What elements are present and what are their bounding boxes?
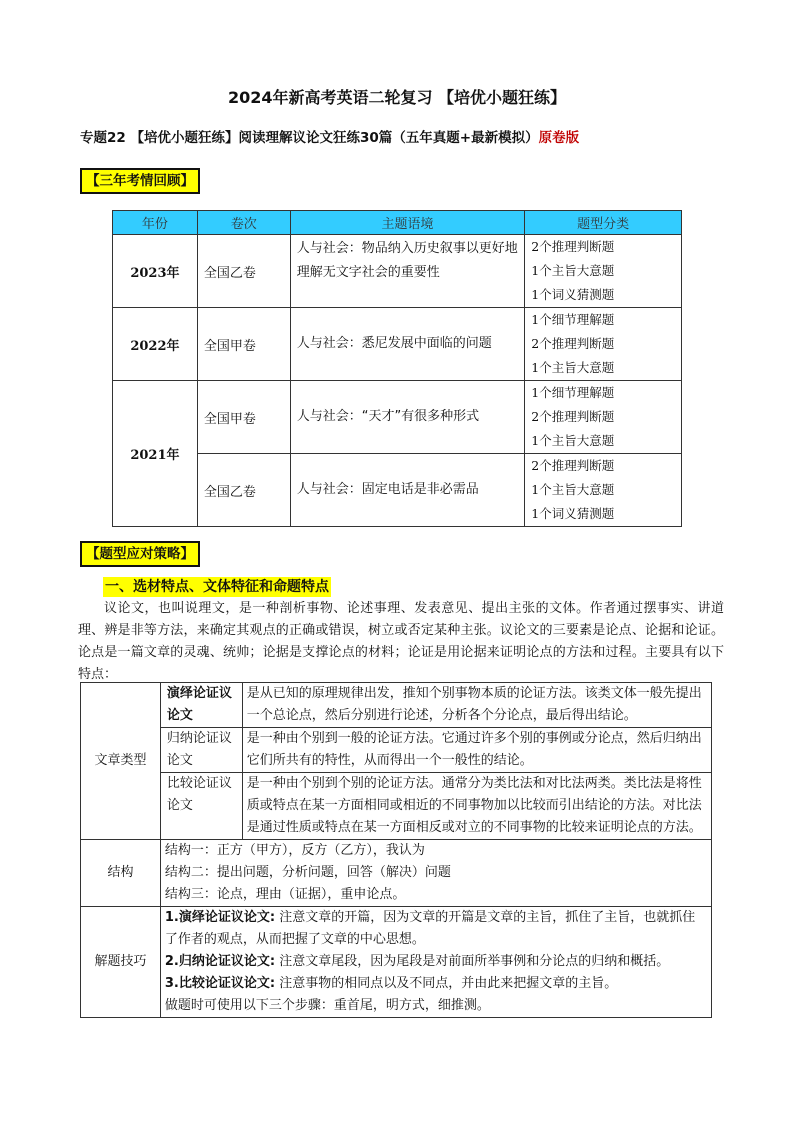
type-name-cell: 演绎论证议论文 xyxy=(160,683,242,728)
structure-cell xyxy=(160,840,711,907)
type-item: 1个细节理解题 xyxy=(531,385,615,400)
type-desc-cell: 是从已知的原理规律出发，推知个别事物本质的论证方法。该类文体一般先提出一个总论点，然后分别进行论述，分析各个分论点，最后得出结论。 xyxy=(242,683,711,728)
table-header-row xyxy=(113,211,682,235)
header-theme: 主题语境 xyxy=(290,211,525,235)
page-subtitle xyxy=(80,126,720,146)
type-item: 2个推理判断题 xyxy=(531,458,615,473)
skill-summary: 做题时可使用以下三个步骤：重首尾，明方式，细推测。 xyxy=(164,998,490,1013)
paper-cell: 全国甲卷 xyxy=(197,308,290,381)
features-table xyxy=(80,682,712,1018)
table-row xyxy=(81,683,712,728)
type-item: 2个推理判断题 xyxy=(531,336,615,351)
theme-cell: 人与社会：悉尼发展中面临的问题 xyxy=(290,308,525,381)
type-name-cell: 比较论证议论文 xyxy=(160,773,242,840)
type-item: 1个细节理解题 xyxy=(531,312,615,327)
types-cell xyxy=(525,381,682,454)
table-row xyxy=(81,728,712,773)
skill-lead: 1.演绎论证议论文: xyxy=(164,910,276,925)
exam-review-table xyxy=(112,210,682,527)
section-label-strategy: 【题型应对策略】 xyxy=(80,541,200,567)
type-item: 1个主旨大意题 xyxy=(531,263,615,278)
paper-cell: 全国甲卷 xyxy=(197,381,290,454)
type-label-cell: 文章类型 xyxy=(81,683,161,840)
theme-cell: 人与社会：固定电话是非必需品 xyxy=(290,454,525,527)
subsection-title: 一、选材特点、文体特征和命题特点 xyxy=(105,579,329,595)
type-item: 1个主旨大意题 xyxy=(531,433,615,448)
skill-text: 注意事物的相同点以及不同点，并由此来把握文章的主旨。 xyxy=(275,976,618,991)
table-row xyxy=(113,308,682,381)
header-year: 年份 xyxy=(113,211,198,235)
structure-item: 结构一：正方（甲方），反方（乙方），我认为 xyxy=(164,843,425,858)
paper-cell: 全国乙卷 xyxy=(197,235,290,308)
skill-lead: 3.比较论证议论文: xyxy=(164,976,276,991)
page-title: 2024年新高考英语二轮复习 【培优小题狂练】 xyxy=(227,88,567,107)
year-cell: 2021年 xyxy=(113,381,198,527)
skill-item xyxy=(165,907,707,951)
structure-label-cell: 结构 xyxy=(81,840,161,907)
header-paper: 卷次 xyxy=(197,211,290,235)
section-label-review: 【三年考情回顾】 xyxy=(80,168,200,194)
type-item: 2个推理判断题 xyxy=(531,409,615,424)
type-item: 1个词义猜测题 xyxy=(531,506,615,521)
paper-cell: 全国乙卷 xyxy=(197,454,290,527)
table-row xyxy=(81,840,712,907)
theme-cell: 人与社会：“天才”有很多种形式 xyxy=(290,381,525,454)
skill-text: 注意文章尾段，因为尾段是对前面所举事例和分论点的归纳和概括。 xyxy=(275,954,670,969)
table-row xyxy=(113,235,682,308)
types-cell xyxy=(525,454,682,527)
skill-lead: 2.归纳论证议论文: xyxy=(164,954,276,969)
year-cell: 2023年 xyxy=(113,235,198,308)
skill-item xyxy=(165,973,707,995)
structure-item: 结构二：提出问题，分析问题，回答（解决）问题 xyxy=(164,865,451,880)
structure-item: 结构三：论点，理由（证据），重申论点。 xyxy=(164,887,406,902)
type-name-cell: 归纳论证议论文 xyxy=(160,728,242,773)
types-cell xyxy=(525,308,682,381)
types-cell xyxy=(525,235,682,308)
skills-label-cell: 解题技巧 xyxy=(81,907,161,1018)
table-row xyxy=(113,454,682,527)
intro-paragraph: 议论文，也叫说理文，是一种剖析事物、论述事理、发表意见、提出主张的文体。作者通过摆事实、讲道理、辨是非等方法，来确定其观点的正确或错误，树立或否定某种主张。议论文的三要素是论点、论据和论证。论点是一篇文章的灵魂、统帅；论据是支撑论点的材料；论证是用论据来证明论点的方法和过程。主要具有以下特点： xyxy=(78,601,724,682)
type-item: 1个词义猜测题 xyxy=(531,287,615,302)
table-row xyxy=(81,907,712,1018)
year-cell: 2022年 xyxy=(113,308,198,381)
skill-text: 注意文章的开篇，因为文章的开篇是文章的主旨，抓住了主旨，也就抓住了作者的观点，从而把握了文章的中心思想。 xyxy=(164,910,696,947)
type-item: 2个推理判断题 xyxy=(531,239,615,254)
type-desc-cell: 是一种由个别到一般的论证方法。它通过许多个别的事例或分论点，然后归纳出它们所共有的特性，从而得出一个一般性的结论。 xyxy=(242,728,711,773)
type-item: 1个主旨大意题 xyxy=(531,482,615,497)
subtitle-edition: 原卷版 xyxy=(538,130,580,146)
table-row xyxy=(81,773,712,840)
subtitle-main: 专题22 【培优小题狂练】阅读理解议论文狂练30篇（五年真题+最新模拟） xyxy=(80,130,539,146)
skill-item xyxy=(165,951,707,973)
theme-cell: 人与社会：物品纳入历史叙事以更好地理解无文字社会的重要性 xyxy=(290,235,525,308)
header-types: 题型分类 xyxy=(525,211,682,235)
type-item: 1个主旨大意题 xyxy=(531,360,615,375)
table-row xyxy=(113,381,682,454)
type-desc-cell: 是一种由个别到个别的论证方法。通常分为类比法和对比法两类。类比法是将性质或特点在某一方面相同或相近的不同事物加以比较而引出结论的方法。对比法是通过性质或特点在某一方面相反或对立的不同事物的比较来证明论点的方法。 xyxy=(242,773,711,840)
skills-cell xyxy=(160,907,711,1018)
